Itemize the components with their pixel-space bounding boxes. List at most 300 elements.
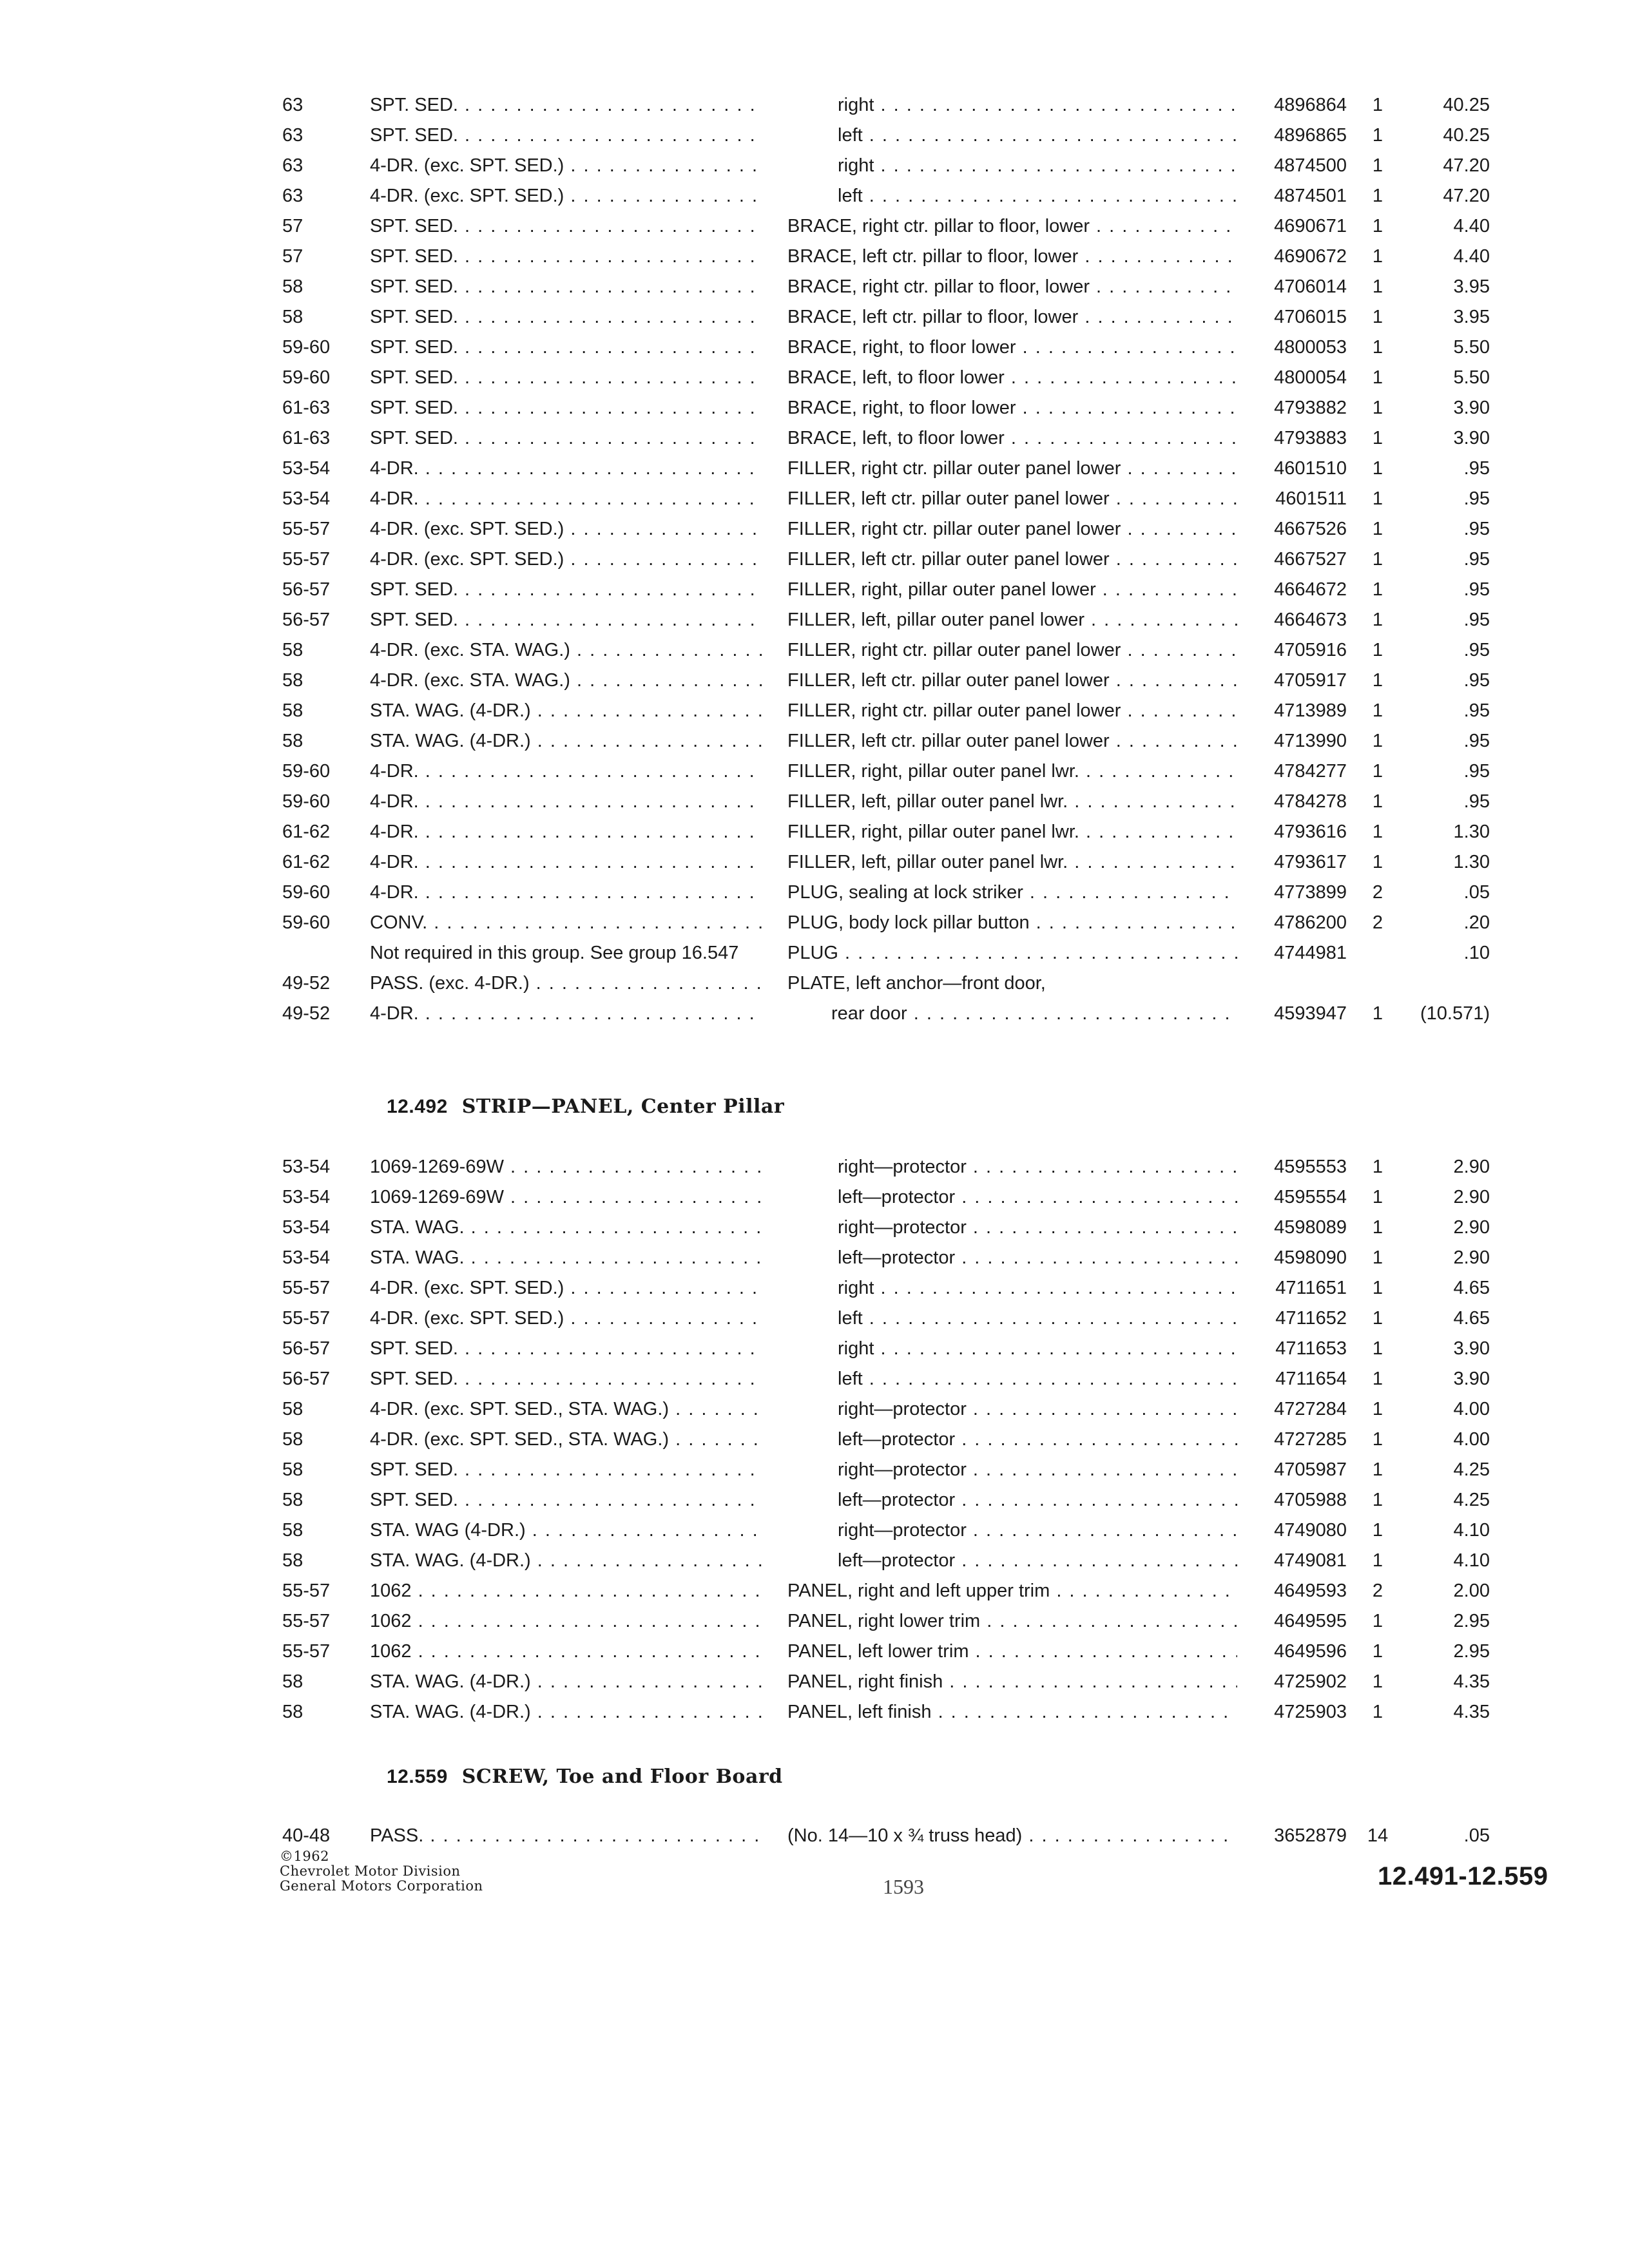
table-row [0, 272, 1629, 302]
table-row [0, 1243, 1629, 1273]
quantity-cell: 1 [1372, 610, 1383, 630]
copyright-notice [280, 1849, 483, 1894]
part-number-cell: 4664672 [1274, 579, 1347, 600]
model-year-cell: 53-54 [282, 1187, 331, 1207]
table-row [0, 1303, 1629, 1334]
part-number-cell: 4784278 [1274, 791, 1347, 812]
part-number-cell: 4727285 [1274, 1429, 1347, 1450]
model-year-cell: 57 [282, 246, 304, 267]
body-model-cell: 4-DR. (exc. SPT. SED.) . . . [370, 181, 763, 211]
body-model-cell: SPT. SED. . . . [370, 211, 763, 242]
price-cell: 2.90 [1453, 1157, 1490, 1177]
part-number-cell: 4784277 [1274, 761, 1347, 782]
price-cell: 2.90 [1453, 1187, 1490, 1207]
quantity-cell: 1 [1372, 1702, 1383, 1722]
model-year-cell: 59-60 [282, 761, 331, 782]
part-number-cell: 4793617 [1274, 852, 1347, 872]
table-row [0, 1485, 1629, 1515]
model-year-cell: 63 [282, 186, 304, 206]
quantity-cell: 1 [1372, 1278, 1383, 1298]
part-number-cell: 4713990 [1274, 731, 1347, 751]
part-number-cell: 4725902 [1274, 1671, 1347, 1692]
part-number-cell: 4874501 [1274, 186, 1347, 206]
part-description-cell: PANEL, right lower trim . . . [787, 1606, 1237, 1637]
part-number-cell: 4793883 [1274, 428, 1347, 448]
quantity-cell: 1 [1372, 579, 1383, 600]
quantity-cell: 1 [1372, 1308, 1383, 1329]
price-cell: .95 [1463, 731, 1490, 751]
price-cell: .95 [1463, 610, 1490, 630]
part-description-cell: PANEL, left finish . . . [787, 1697, 1237, 1727]
quantity-cell: 1 [1372, 155, 1383, 176]
price-cell: 3.90 [1453, 1369, 1490, 1389]
model-year-cell: 53-54 [282, 1247, 331, 1268]
table-row [0, 454, 1629, 484]
part-number-cell: 4749081 [1274, 1550, 1347, 1571]
table-row [0, 1334, 1629, 1364]
quantity-cell: 1 [1372, 307, 1383, 327]
part-number-cell: 4598090 [1274, 1247, 1347, 1268]
quantity-cell: 1 [1372, 95, 1383, 115]
table-row [0, 393, 1629, 423]
part-number-cell: 4705916 [1274, 640, 1347, 660]
part-number-cell: 3652879 [1274, 1825, 1347, 1846]
body-model-cell: SPT. SED. . . . [370, 90, 763, 120]
body-model-cell: 4-DR. (exc. STA. WAG.) . . . [370, 666, 763, 696]
part-description-cell: FILLER, right ctr. pillar outer panel lower . . . [787, 454, 1237, 484]
part-number-cell: 4711653 [1275, 1338, 1347, 1359]
part-number-cell: 4896865 [1274, 125, 1347, 146]
price-cell: 2.95 [1453, 1641, 1490, 1662]
part-description-cell: left . . . [787, 1364, 1237, 1394]
part-description-cell: BRACE, left ctr. pillar to floor, lower . . . [787, 242, 1237, 272]
table-row [0, 302, 1629, 332]
section-title: SCREW, Toe and Floor Board [461, 1765, 783, 1788]
copyright-line: General Motors Corporation [280, 1878, 483, 1894]
part-description-cell: PANEL, right finish . . . [787, 1667, 1237, 1697]
model-year-cell: 58 [282, 670, 304, 691]
model-year-cell: 56-57 [282, 610, 331, 630]
table-row [0, 847, 1629, 878]
part-description-cell: FILLER, right, pillar outer panel lwr. . . . [787, 817, 1237, 847]
price-cell: .95 [1463, 549, 1490, 570]
section-heading-12-492 [387, 1095, 784, 1118]
model-year-cell: 58 [282, 276, 304, 297]
price-cell: 5.50 [1453, 337, 1490, 358]
model-year-cell: 58 [282, 1550, 304, 1571]
model-year-cell: 49-52 [282, 973, 331, 994]
table-row [0, 999, 1629, 1029]
table-row [0, 363, 1629, 393]
table-row [0, 756, 1629, 787]
part-description-cell: BRACE, left, to floor lower . . . [787, 363, 1237, 393]
part-description-cell: FILLER, left ctr. pillar outer panel lower . . . [787, 484, 1237, 514]
part-number-cell: 4793882 [1274, 398, 1347, 418]
body-model-cell: 1062 . . . [370, 1637, 763, 1667]
model-year-cell: 55-57 [282, 1641, 331, 1662]
price-cell: 4.10 [1453, 1550, 1490, 1571]
part-number-cell: 4601510 [1274, 458, 1347, 479]
body-model-cell: SPT. SED. . . . [370, 1364, 763, 1394]
part-number-cell: 4601511 [1275, 488, 1347, 509]
part-number-cell: 4727284 [1274, 1399, 1347, 1419]
price-cell: .95 [1463, 640, 1490, 660]
price-cell: 2.90 [1453, 1247, 1490, 1268]
price-cell: 2.90 [1453, 1217, 1490, 1238]
quantity-cell: 1 [1372, 761, 1383, 782]
table-row [0, 332, 1629, 363]
body-model-cell: 4-DR. . . . [370, 878, 763, 908]
table-row [0, 1546, 1629, 1576]
part-number-cell: 4896864 [1274, 95, 1347, 115]
part-number-cell: 4773899 [1274, 882, 1347, 903]
table-row [0, 1697, 1629, 1727]
quantity-cell: 1 [1372, 398, 1383, 418]
body-model-cell: 4-DR. (exc. SPT. SED.) . . . [370, 514, 763, 544]
table-row [0, 787, 1629, 817]
part-number-cell: 4706015 [1274, 307, 1347, 327]
part-number-cell: 4649596 [1274, 1641, 1347, 1662]
body-model-cell: 1069-1269-69W . . . [370, 1182, 763, 1213]
body-model-cell: 4-DR. (exc. SPT. SED.) . . . [370, 1303, 763, 1334]
part-number-cell: 4705987 [1274, 1459, 1347, 1480]
table-row [0, 151, 1629, 181]
part-description-cell: PLATE, left anchor—front door, [787, 973, 1046, 994]
part-number-cell: 4800053 [1274, 337, 1347, 358]
body-model-cell: SPT. SED. . . . [370, 393, 763, 423]
body-model-cell: STA. WAG. (4-DR.) . . . [370, 1697, 763, 1727]
price-cell: 3.95 [1453, 276, 1490, 297]
body-model-cell: STA. WAG. . . . [370, 1243, 763, 1273]
quantity-cell: 1 [1372, 700, 1383, 721]
body-model-cell: SPT. SED. . . . [370, 332, 763, 363]
part-description-cell: left . . . [787, 120, 1237, 151]
quantity-cell: 1 [1372, 337, 1383, 358]
model-year-cell: 56-57 [282, 579, 331, 600]
model-year-cell: 59-60 [282, 337, 331, 358]
quantity-cell: 1 [1372, 246, 1383, 267]
price-cell: 4.65 [1453, 1278, 1490, 1298]
part-description-cell: right . . . [787, 90, 1237, 120]
body-model-cell: STA. WAG (4-DR.) . . . [370, 1515, 763, 1546]
quantity-cell: 1 [1372, 216, 1383, 236]
price-cell: 4.65 [1453, 1308, 1490, 1329]
part-description-cell: FILLER, right, pillar outer panel lwr. . . . [787, 756, 1237, 787]
model-year-cell: 55-57 [282, 1581, 331, 1601]
model-year-cell: 53-54 [282, 488, 331, 509]
part-number-cell: 4874500 [1274, 155, 1347, 176]
part-description-cell: FILLER, left, pillar outer panel lwr. . . . [787, 847, 1237, 878]
body-model-cell: SPT. SED. . . . [370, 1334, 763, 1364]
body-model-cell: SPT. SED. . . . [370, 1455, 763, 1485]
group-range: 12.491-12.559 [1378, 1862, 1548, 1890]
quantity-cell: 1 [1372, 1399, 1383, 1419]
part-description-cell: FILLER, left ctr. pillar outer panel lower . . . [787, 726, 1237, 756]
table-row [0, 605, 1629, 635]
model-year-cell: 61-63 [282, 398, 331, 418]
body-model-cell: 4-DR. (exc. SPT. SED.) . . . [370, 544, 763, 575]
part-description-cell: left—protector . . . [787, 1182, 1237, 1213]
part-number-cell: 4725903 [1274, 1702, 1347, 1722]
part-description-cell: BRACE, right ctr. pillar to floor, lower . . . [787, 272, 1237, 302]
model-year-cell: 55-57 [282, 549, 331, 570]
model-year-cell: 58 [282, 1459, 304, 1480]
part-number-cell: 4664673 [1274, 610, 1347, 630]
parts-table-continued [0, 90, 1629, 1029]
quantity-cell: 1 [1372, 1369, 1383, 1389]
part-number-cell: 4706014 [1274, 276, 1347, 297]
copyright-line: Chevrolet Motor Division [280, 1863, 461, 1879]
body-model-cell: SPT. SED. . . . [370, 423, 763, 454]
body-model-cell: 4-DR. (exc. SPT. SED., STA. WAG.) . . . [370, 1394, 763, 1425]
part-number-cell: 4595554 [1274, 1187, 1347, 1207]
part-description-cell: PANEL, left lower trim . . . [787, 1637, 1237, 1667]
quantity-cell: 1 [1372, 670, 1383, 691]
table-row [0, 1606, 1629, 1637]
price-cell: 3.90 [1453, 428, 1490, 448]
price-cell: 5.50 [1453, 367, 1490, 388]
quantity-cell: 1 [1372, 1641, 1383, 1662]
part-description-cell: left . . . [787, 1303, 1237, 1334]
part-number-cell: 4705917 [1274, 670, 1347, 691]
table-row [0, 1213, 1629, 1243]
price-cell: (10.571) [1420, 1003, 1490, 1024]
model-year-cell: 63 [282, 155, 304, 176]
table-row [0, 696, 1629, 726]
copyright-line: ©1962 [280, 1849, 329, 1864]
part-description-cell: PANEL, right and left upper trim . . . [787, 1576, 1237, 1606]
model-year-cell: 58 [282, 1702, 304, 1722]
part-description-cell: left—protector . . . [787, 1485, 1237, 1515]
parts-table-12-559 [0, 1821, 1629, 1851]
model-year-cell: 40-48 [282, 1825, 331, 1846]
model-year-cell: 61-62 [282, 852, 331, 872]
price-cell: .05 [1463, 882, 1490, 903]
table-row [0, 1667, 1629, 1697]
body-model-cell: 4-DR. (exc. STA. WAG.) . . . [370, 635, 763, 666]
price-cell: 4.00 [1453, 1399, 1490, 1419]
body-model-cell: SPT. SED. . . . [370, 120, 763, 151]
table-row [0, 666, 1629, 696]
body-model-cell: STA. WAG. (4-DR.) . . . [370, 696, 763, 726]
table-row [0, 1425, 1629, 1455]
quantity-cell: 1 [1372, 1187, 1383, 1207]
table-row [0, 1455, 1629, 1485]
table-row [0, 1515, 1629, 1546]
price-cell: 47.20 [1443, 186, 1490, 206]
model-year-cell: 53-54 [282, 1157, 331, 1177]
price-cell: 40.25 [1443, 125, 1490, 146]
body-model-cell: SPT. SED. . . . [370, 272, 763, 302]
price-cell: 47.20 [1443, 155, 1490, 176]
part-description-cell: right—protector . . . [787, 1213, 1237, 1243]
body-model-cell: SPT. SED. . . . [370, 1485, 763, 1515]
table-row [0, 878, 1629, 908]
body-model-cell: SPT. SED. . . . [370, 363, 763, 393]
part-description-cell: right . . . [787, 1334, 1237, 1364]
price-cell: 2.95 [1453, 1611, 1490, 1631]
table-row [0, 1394, 1629, 1425]
price-cell: 3.90 [1453, 398, 1490, 418]
body-model-cell: 1062 . . . [370, 1606, 763, 1637]
model-year-cell: 59-60 [282, 367, 331, 388]
quantity-cell: 2 [1372, 882, 1383, 903]
body-model-cell: CONV. . . . [370, 908, 763, 938]
page-number: 1593 [883, 1875, 924, 1898]
model-year-cell: 59-60 [282, 882, 331, 903]
table-row [0, 484, 1629, 514]
part-description-cell: FILLER, right, pillar outer panel lower . . . [787, 575, 1237, 605]
body-model-cell: Not required in this group. See group 16.547 [370, 943, 739, 963]
body-model-cell: SPT. SED. . . . [370, 302, 763, 332]
quantity-cell: 1 [1372, 1490, 1383, 1510]
body-model-cell: STA. WAG. . . . [370, 1213, 763, 1243]
quantity-cell: 1 [1372, 428, 1383, 448]
model-year-cell: 61-63 [282, 428, 331, 448]
model-year-cell: 55-57 [282, 519, 331, 539]
part-number-cell: 4690672 [1274, 246, 1347, 267]
price-cell: 4.25 [1453, 1490, 1490, 1510]
part-description-cell: FILLER, right ctr. pillar outer panel lower . . . [787, 635, 1237, 666]
quantity-cell: 1 [1372, 1611, 1383, 1631]
part-number-cell: 4713989 [1274, 700, 1347, 721]
table-row [0, 181, 1629, 211]
part-number-cell: 4593947 [1274, 1003, 1347, 1024]
price-cell: .95 [1463, 791, 1490, 812]
part-description-cell: (No. 14—10 x ¾ truss head) . . . [787, 1821, 1237, 1851]
part-description-cell: left . . . [787, 181, 1237, 211]
part-description-cell: FILLER, left, pillar outer panel lwr. . . . [787, 787, 1237, 817]
price-cell: 40.25 [1443, 95, 1490, 115]
body-model-cell: 4-DR. . . . [370, 999, 763, 1029]
model-year-cell: 53-54 [282, 458, 331, 479]
quantity-cell: 1 [1372, 791, 1383, 812]
part-description-cell: right—protector . . . [787, 1394, 1237, 1425]
part-description-cell: rear door . . . [787, 999, 1237, 1029]
table-row [0, 1821, 1629, 1851]
model-year-cell: 58 [282, 1429, 304, 1450]
model-year-cell: 58 [282, 1399, 304, 1419]
body-model-cell: STA. WAG. (4-DR.) . . . [370, 1546, 763, 1576]
model-year-cell: 55-57 [282, 1308, 331, 1329]
table-row [0, 726, 1629, 756]
body-model-cell: 4-DR. (exc. SPT. SED.) . . . [370, 151, 763, 181]
table-row [0, 211, 1629, 242]
part-description-cell: left—protector . . . [787, 1425, 1237, 1455]
quantity-cell: 1 [1372, 488, 1383, 509]
body-model-cell: PASS. (exc. 4-DR.) . . . [370, 968, 763, 999]
quantity-cell: 1 [1372, 852, 1383, 872]
part-description-cell: FILLER, left ctr. pillar outer panel lower . . . [787, 544, 1237, 575]
part-number-cell: 4711651 [1275, 1278, 1347, 1298]
price-cell: .20 [1463, 912, 1490, 933]
section-title: STRIP—PANEL, Center Pillar [461, 1095, 785, 1118]
model-year-cell: 58 [282, 1671, 304, 1692]
price-cell: 4.00 [1453, 1429, 1490, 1450]
model-year-cell: 59-60 [282, 912, 331, 933]
quantity-cell: 1 [1372, 822, 1383, 842]
table-row [0, 968, 1629, 999]
price-cell: 1.30 [1453, 852, 1490, 872]
quantity-cell: 1 [1372, 186, 1383, 206]
price-cell: 2.00 [1453, 1581, 1490, 1601]
price-cell: .95 [1463, 519, 1490, 539]
model-year-cell: 58 [282, 700, 304, 721]
price-cell: 1.30 [1453, 822, 1490, 842]
quantity-cell: 1 [1372, 125, 1383, 146]
table-row [0, 1182, 1629, 1213]
price-cell: 4.40 [1453, 216, 1490, 236]
table-row [0, 423, 1629, 454]
quantity-cell: 1 [1372, 519, 1383, 539]
quantity-cell: 1 [1372, 549, 1383, 570]
part-number-cell: 4711652 [1275, 1308, 1347, 1329]
model-year-cell: 53-54 [282, 1217, 331, 1238]
part-description-cell: right . . . [787, 1273, 1237, 1303]
body-model-cell: 1062 . . . [370, 1576, 763, 1606]
model-year-cell: 61-62 [282, 822, 331, 842]
table-row [0, 635, 1629, 666]
body-model-cell: 4-DR. . . . [370, 817, 763, 847]
part-description-cell: FILLER, left, pillar outer panel lower . . . [787, 605, 1237, 635]
price-cell: .95 [1463, 488, 1490, 509]
part-description-cell: PLUG, body lock pillar button . . . [787, 908, 1237, 938]
quantity-cell: 1 [1372, 276, 1383, 297]
part-number-cell: 4711654 [1275, 1369, 1347, 1389]
body-model-cell: 4-DR. . . . [370, 484, 763, 514]
quantity-cell: 1 [1372, 1671, 1383, 1692]
model-year-cell: 57 [282, 216, 304, 236]
part-number-cell: 4598089 [1274, 1217, 1347, 1238]
part-description-cell: PLUG . . . [787, 938, 1237, 968]
body-model-cell: 4-DR. (exc. SPT. SED., STA. WAG.) . . . [370, 1425, 763, 1455]
price-cell: 3.90 [1453, 1338, 1490, 1359]
part-description-cell: FILLER, right ctr. pillar outer panel lower . . . [787, 696, 1237, 726]
part-description-cell: left—protector . . . [787, 1546, 1237, 1576]
body-model-cell: 4-DR. (exc. SPT. SED.) . . . [370, 1273, 763, 1303]
part-number-cell: 4667527 [1274, 549, 1347, 570]
table-row [0, 514, 1629, 544]
body-model-cell: 4-DR. . . . [370, 847, 763, 878]
part-description-cell: right . . . [787, 151, 1237, 181]
part-description-cell: BRACE, right, to floor lower . . . [787, 332, 1237, 363]
quantity-cell: 2 [1372, 912, 1383, 933]
part-description-cell: BRACE, right ctr. pillar to floor, lower . . . [787, 211, 1237, 242]
table-row [0, 938, 1629, 968]
model-year-cell: 58 [282, 731, 304, 751]
quantity-cell: 1 [1372, 458, 1383, 479]
price-cell: .95 [1463, 579, 1490, 600]
price-cell: .95 [1463, 458, 1490, 479]
section-number: 12.559 [387, 1766, 448, 1787]
table-row [0, 1364, 1629, 1394]
price-cell: 3.95 [1453, 307, 1490, 327]
price-cell: 4.40 [1453, 246, 1490, 267]
quantity-cell: 1 [1372, 1247, 1383, 1268]
part-description-cell: left—protector . . . [787, 1243, 1237, 1273]
quantity-cell: 1 [1372, 731, 1383, 751]
part-number-cell: 4649593 [1274, 1581, 1347, 1601]
section-number: 12.492 [387, 1096, 448, 1117]
model-year-cell: 58 [282, 1520, 304, 1541]
price-cell: 4.25 [1453, 1459, 1490, 1480]
model-year-cell: 58 [282, 307, 304, 327]
price-cell: .95 [1463, 670, 1490, 691]
price-cell: .95 [1463, 761, 1490, 782]
section-heading-12-559 [387, 1765, 783, 1788]
model-year-cell: 55-57 [282, 1611, 331, 1631]
table-row [0, 544, 1629, 575]
